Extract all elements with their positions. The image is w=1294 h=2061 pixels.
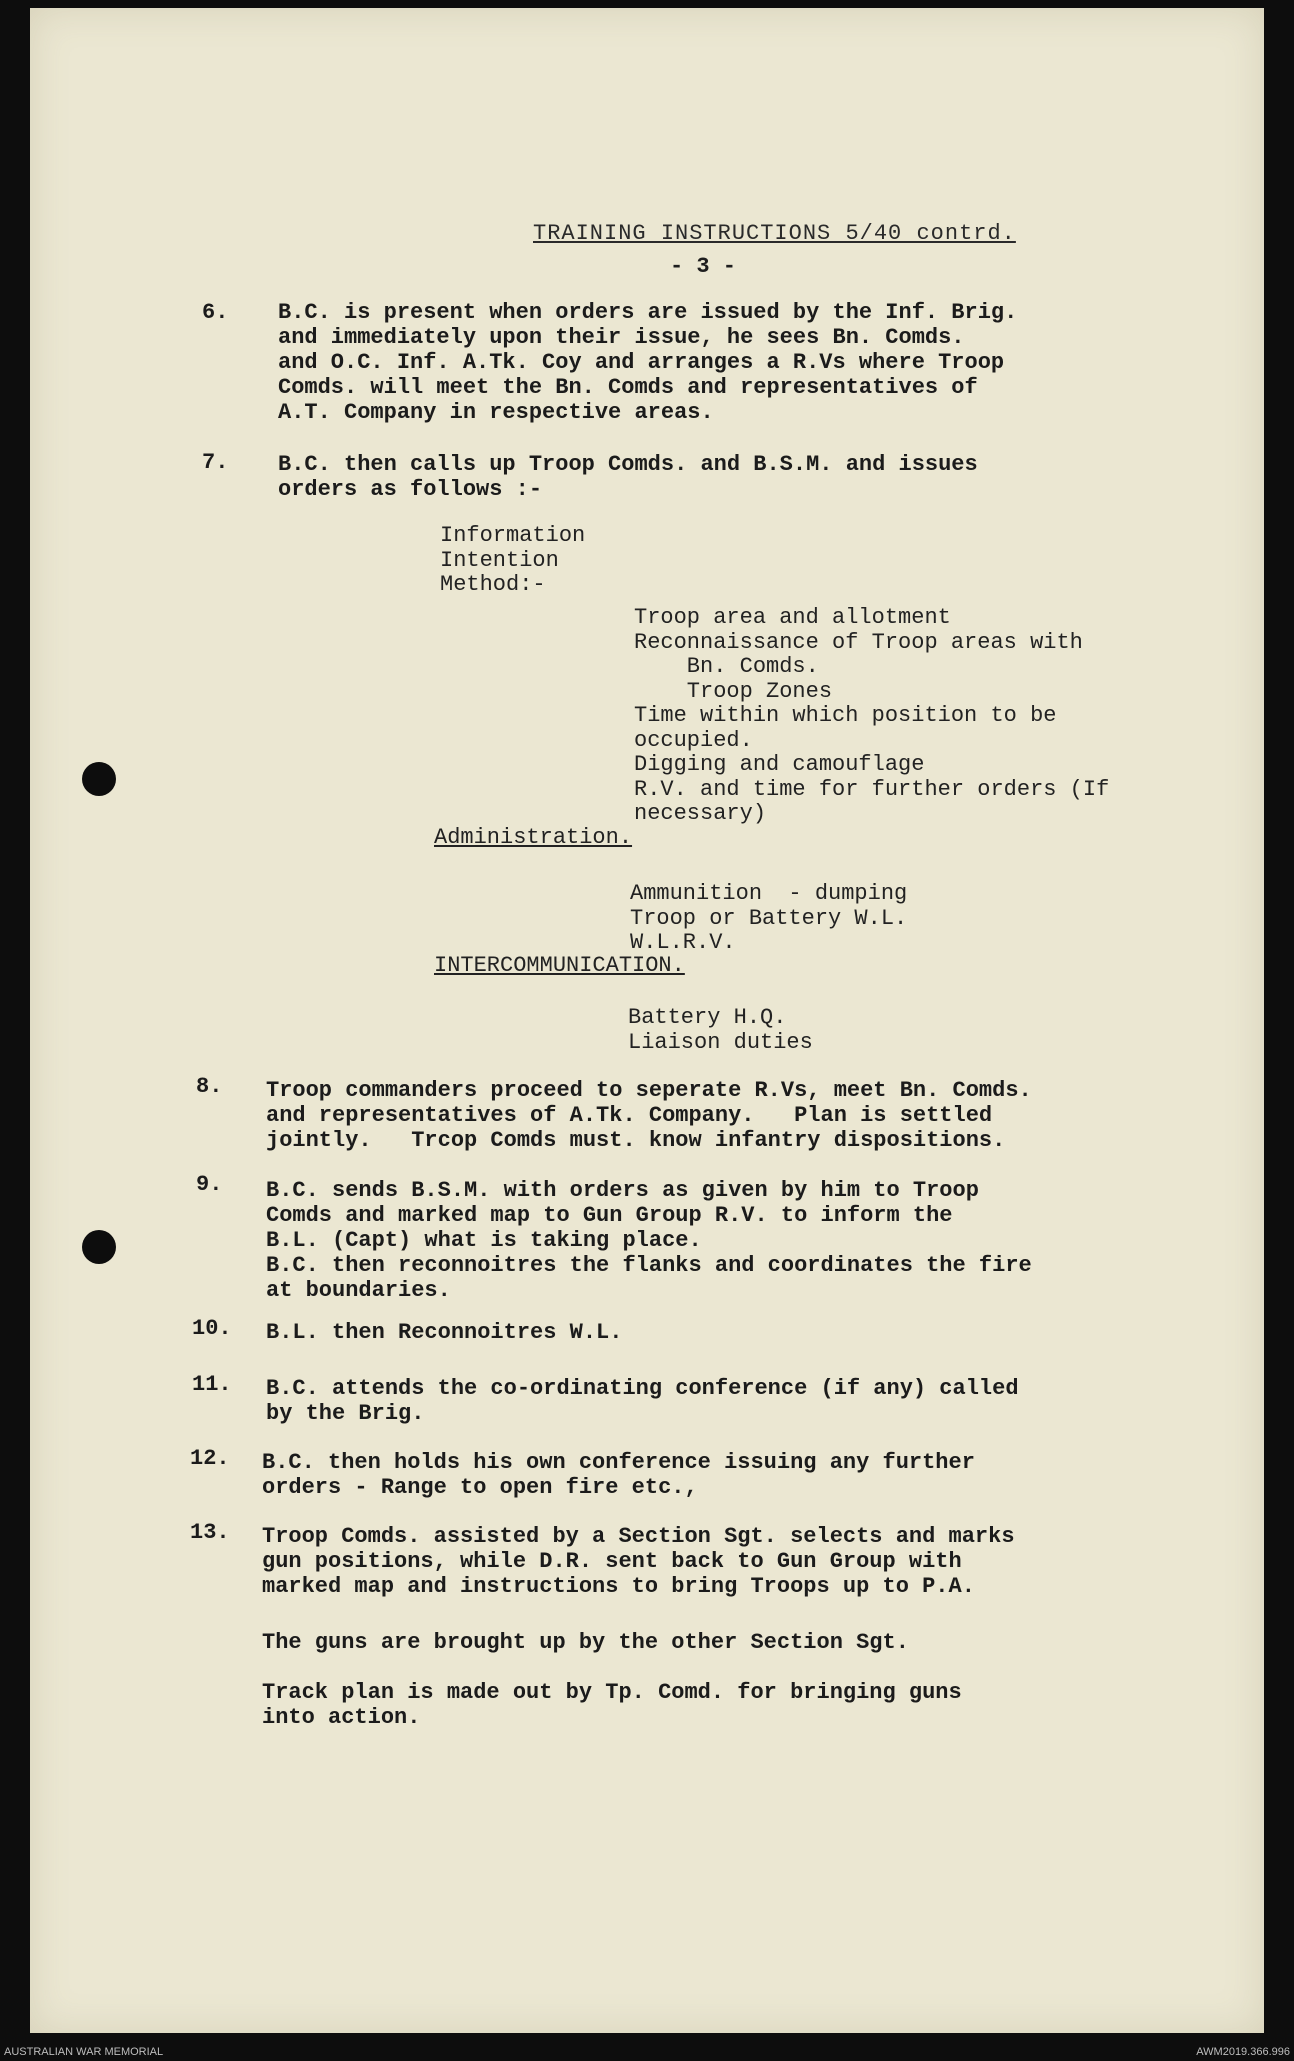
admin-item: Troop or Battery W.L. (630, 905, 908, 931)
paragraph-6 (278, 300, 1017, 425)
method-item: Troop Zones (634, 678, 833, 704)
text-line: and representatives of A.Tk. Company. Plan is settled (266, 1103, 993, 1128)
administration-heading: Administration. (434, 825, 633, 850)
punch-hole (82, 762, 116, 796)
text-line: and O.C. Inf. A.Tk. Coy and arranges a R.Vs where Troop (278, 350, 1005, 375)
method-item: R.V. and time for further orders (If (634, 776, 1110, 802)
orders-headings (440, 524, 585, 598)
text-line: marked map and instructions to bring Troops up to P.A. (262, 1574, 975, 1599)
intercommunication-items (628, 1006, 813, 1055)
text-line: B.C. sends B.S.M. with orders as given by him to Troop (266, 1178, 979, 1203)
closing-line: The guns are brought up by the other Section Sgt. (262, 1630, 909, 1655)
text-line: B.L. then Reconnoitres W.L. (266, 1320, 623, 1345)
text-line: orders - Range to open fire etc., (262, 1475, 698, 1500)
method-item: Bn. Comds. (634, 654, 819, 679)
text-line: B.C. then reconnoitres the flanks and coordinates the fire (266, 1253, 1032, 1278)
intercom-item: Battery H.Q. (628, 1005, 787, 1030)
paragraph-11 (266, 1376, 1019, 1426)
text-line: at boundaries. (266, 1278, 451, 1303)
text-line: Track plan is made out by Tp. Comd. for bringing guns (262, 1680, 962, 1705)
method-item: Digging and camouflage (634, 752, 925, 777)
paragraph-12 (262, 1450, 975, 1500)
text-line: B.C. is present when orders are issued by the Inf. Brig. (278, 300, 1018, 325)
paragraph-number: 6. (202, 300, 229, 325)
admin-item: W.L.R.V. (630, 930, 736, 955)
paragraph-number: 7. (202, 450, 229, 475)
order-heading: Method:- (440, 572, 546, 597)
administration-items (630, 882, 907, 956)
text-line: and immediately upon their issue, he sees Bn. Comds. (278, 325, 965, 350)
paragraph-number: 10. (192, 1316, 232, 1341)
text-line: Comds. will meet the Bn. Comds and representatives of (278, 375, 978, 400)
document-heading: TRAINING INSTRUCTIONS 5/40 contrd. (533, 221, 1016, 246)
paragraph-number: 11. (192, 1372, 232, 1397)
intercom-item: Liaison duties (628, 1029, 813, 1055)
method-item: Troop area and allotment (634, 605, 951, 630)
text-line: into action. (262, 1705, 421, 1730)
text-line: B.C. then calls up Troop Comds. and B.S.M. and issues (278, 452, 978, 477)
paragraph-number: 8. (196, 1074, 223, 1099)
text-line: Comds and marked map to Gun Group R.V. to inform the (266, 1203, 953, 1228)
punch-hole (82, 1230, 116, 1264)
paragraph-number: 12. (190, 1446, 230, 1471)
text-line: orders as follows :- (278, 477, 543, 502)
order-heading: Intention (440, 547, 559, 573)
footer-left: AUSTRALIAN WAR MEMORIAL (4, 2046, 164, 2058)
document-page (30, 8, 1264, 2033)
text-line: by the Brig. (266, 1401, 425, 1426)
method-item: Reconnaissance of Troop areas with (634, 629, 1083, 655)
text-line: B.C. attends the co-ordinating conference (if any) called (266, 1376, 1019, 1401)
text-line: A.T. Company in respective areas. (278, 400, 714, 425)
admin-item: Ammunition - dumping (630, 881, 908, 906)
paragraph-number: 13. (190, 1520, 230, 1545)
method-item: occupied. (634, 727, 753, 753)
closing-paragraph (262, 1680, 962, 1730)
text-line: jointly. Trcop Comds must. know infantry dispositions. (266, 1128, 1006, 1153)
text-line: Troop Comds. assisted by a Section Sgt. selects and marks (262, 1524, 1015, 1549)
method-items (634, 606, 1109, 827)
method-item: necessary) (634, 801, 767, 826)
order-heading: Information (440, 523, 586, 548)
text-line: B.C. then holds his own conference issuing any further (262, 1450, 975, 1475)
paragraph-9 (266, 1178, 1032, 1303)
paragraph-10 (266, 1320, 622, 1345)
text-line: Troop commanders proceed to seperate R.Vs, meet Bn. Comds. (266, 1078, 1032, 1103)
paragraph-13 (262, 1524, 1015, 1599)
text-line: gun positions, while D.R. sent back to Gun Group with (262, 1549, 962, 1574)
text-line: B.L. (Capt) what is taking place. (266, 1228, 702, 1253)
paragraph-8 (266, 1078, 1032, 1153)
footer-right: AWM2019.366.996 (1196, 2046, 1290, 2058)
paragraph-7 (278, 452, 978, 502)
intercommunication-heading: INTERCOMMUNICATION. (434, 953, 685, 978)
page-number: - 3 - (670, 254, 737, 279)
method-item: Time within which position to be (634, 703, 1057, 728)
paragraph-number: 9. (196, 1172, 223, 1197)
